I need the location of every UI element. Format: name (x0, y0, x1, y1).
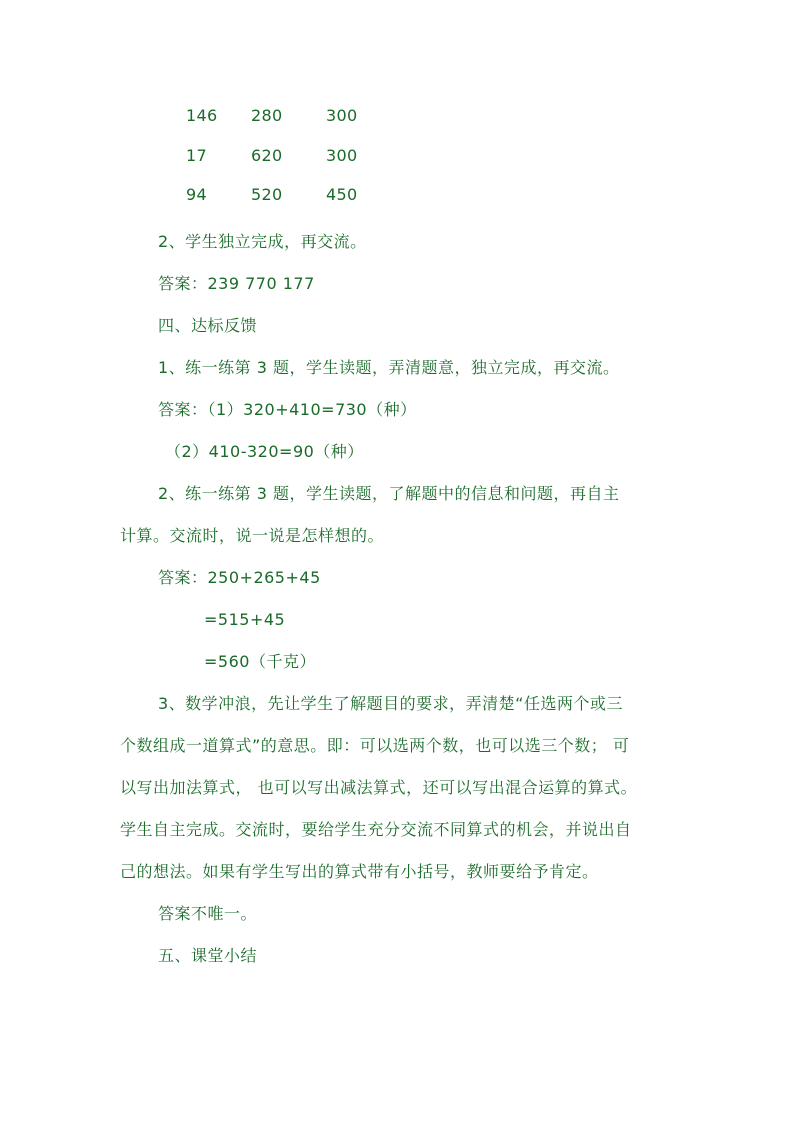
table-cell: 450 (326, 185, 358, 204)
table-cell: 520 (251, 185, 283, 204)
paragraph-exercise3-cont: 己的想法。如果有学生写出的算式带有小括号，教师要给予肯定。 (120, 862, 599, 881)
section-heading-summary: 五、课堂小结 (158, 946, 258, 965)
paragraph-exercise2: 2、练一练第 3 题，学生读题，了解题中的信息和问题，再自主 (158, 484, 620, 503)
paragraph-exercise3: 3、数学冲浪，先让学生了解题目的要求，弄清楚“任选两个或三 (158, 694, 623, 713)
paragraph-exercise3-cont: 以写出加法算式， 也可以写出减法算式，还可以写出混合运算的算式。 (120, 778, 638, 797)
answer-line: （2）410-320=90（种） (165, 442, 364, 461)
table-cell: 300 (326, 146, 358, 165)
answer-line: 答案不唯一。 (158, 904, 258, 923)
table-cell: 620 (251, 146, 283, 165)
paragraph-step2: 2、学生独立完成，再交流。 (158, 232, 367, 251)
table-cell: 280 (251, 106, 283, 125)
answer-line: 答案：（1）320+410=730（种） (158, 400, 417, 419)
table-cell: 94 (186, 185, 207, 204)
paragraph-exercise1: 1、练一练第 3 题，学生读题，弄清题意，独立完成，再交流。 (158, 358, 620, 377)
answer-line: =560（千克） (204, 652, 316, 671)
paragraph-exercise2-cont: 计算。交流时，说一说是怎样想的。 (120, 526, 385, 545)
answer-line: =515+45 (204, 610, 286, 629)
answer-line: 答案：250+265+45 (158, 568, 321, 587)
table-cell: 300 (326, 106, 358, 125)
table-cell: 17 (186, 146, 207, 165)
answer-line: 答案：239 770 177 (158, 274, 315, 293)
paragraph-exercise3-cont: 个数组成一道算式”的意思。即：可以选两个数，也可以选三个数； 可 (120, 736, 630, 755)
section-heading-feedback: 四、达标反馈 (158, 316, 258, 335)
paragraph-exercise3-cont: 学生自主完成。交流时，要给学生充分交流不同算式的机会，并说出自 (120, 820, 632, 839)
table-cell: 146 (186, 106, 218, 125)
